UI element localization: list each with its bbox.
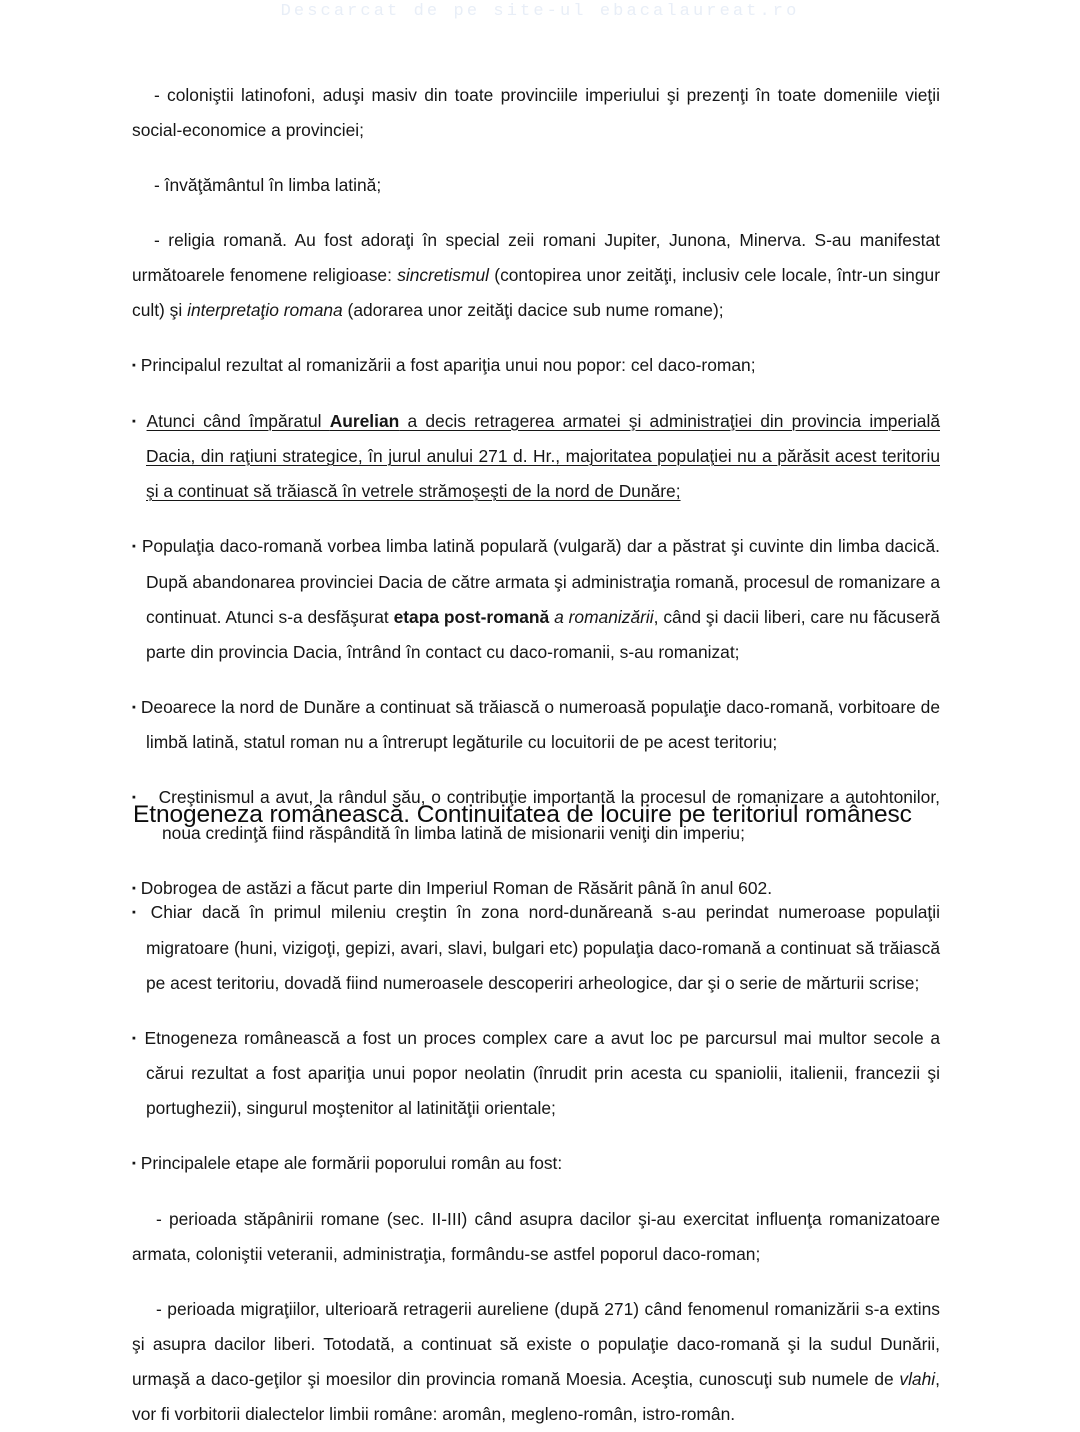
paragraph-religia-romana xyxy=(132,223,940,328)
square-bullet-icon: ▪ xyxy=(132,906,141,919)
paragraph-principalul-rezultat xyxy=(132,348,940,384)
paragraph-deoarece-nord-dunare xyxy=(132,690,940,761)
aurelian-prefix: Atunci când împăratul xyxy=(146,410,330,431)
religia-romana-suffix: (adorarea unor zeităţi dacice sub nume romane); xyxy=(342,300,724,320)
perioada-migratiilor-suffix: , vor fi vorbitorii dialectelor limbii române: aromân, megleno-român, istro-român. xyxy=(132,1368,940,1424)
paragraph-colonisti-latinofoni: - coloniştii latinofoni, aduşi masiv din toate provinciile imperiului şi prezenţi în toate domeniile vieţii social-economice a provinciei; xyxy=(132,85,940,140)
paragraph-perioada-migratiilor xyxy=(132,1292,940,1432)
term-sincretismul: sincretismul xyxy=(397,265,490,285)
aurelian-suffix: a decis retragerea armatei şi administraţiei din provincia imperială Dacia, din raţiuni strategice, în jurul anului 271 d. Hr., majoritatea populaţiei nu a părăsit acest teritoriu şi a continuat să trăiască în vetrele strămoşeşti de la nord de Dunăre; xyxy=(146,410,940,501)
paragraph-etnogeneza-proces-complex xyxy=(132,1021,940,1127)
principalul-rezultat-text: Principalul rezultat al romanizării a fost apariţia unui nou popor: cel daco-roman; xyxy=(140,355,756,375)
paragraph-aurelian-retragerea xyxy=(132,404,940,510)
religia-romana-middle: (contopirea unor zeităţi, inclusiv cele locale, într-un singur cult) şi xyxy=(132,265,940,320)
square-bullet-icon: ▪ xyxy=(132,1157,136,1170)
square-bullet-icon: ▪ xyxy=(132,359,136,372)
paragraph-perioada-stapanirii-romane: - perioada stăpânirii romane (sec. II-III) când asupra dacilor şi-au exercitat influenţa romanizatoare armata, coloniştii veteranii, administraţia, formându-se astfel poporul daco-roman; xyxy=(132,1208,940,1264)
religia-romana-prefix: - religia romană. Au fost adoraţi în special zeii romani Jupiter, Junona, Minerva. S-au manifestat următoarele fenomene religioase: xyxy=(132,230,940,285)
crestinismul-text: Creştinismul a avut, la rândul său, o contribuţie importantă la procesul de romanizare a autohtonilor, noua credinţă fiind răspândită în limba latină de misionarii veniţi din imperiu; xyxy=(158,787,940,843)
page-section-heading: Etnogeneza românească. Continuitatea de locuire pe teritoriul românesc xyxy=(133,801,912,828)
perioada-migratiilor-prefix: - perioada migraţiilor, ulterioară retragerii aureliene (după 271) când fenomenul romanizării s-a extins şi asupra dacilor liberi. Totodată, a continuat să existe o populaţie daco-romană şi la sudul Dunării, urmaşă a daco-geţilor şi moesilor din provincia romană Moesia. Aceştia, cunoscuţi sub numele de xyxy=(132,1298,940,1389)
paragraph-populatia-daco-romana xyxy=(132,529,940,670)
populatia-suffix: , când şi dacii liberi, care nu făcuseră parte din provincia Dacia, întrând în contact cu daco-romanii, s-au romanizat; xyxy=(146,606,940,662)
populatia-prefix: Populaţia daco-romană vorbea limba latină populară (vulgară) dar a păstrat şi cuvinte din limba dacică. După abandonarea provinciei Dacia de către armata şi administraţia romană, procesul de romanizare a continuat. Atunci s-a desfăşurat xyxy=(141,536,940,627)
deoarece-text: Deoarece la nord de Dunăre a continuat să trăiască o numeroasă populaţie daco-romană, vorbitoare de limbă latină, statul roman nu a întrerupt legăturile cu locuitorii de pe acest teritoriu; xyxy=(140,696,940,752)
term-interpretatio-romana: interpretaţio romana xyxy=(187,300,343,320)
site-watermark: Descarcat de pe site-ul ebacalaureat.ro xyxy=(280,2,800,21)
term-vlahi: vlahi xyxy=(899,1368,936,1389)
emperor-name-aurelian: Aurelian xyxy=(329,410,400,431)
square-bullet-icon: ▪ xyxy=(132,415,140,427)
primul-mileniu-text: Chiar dacă în primul mileniu creştin în zona nord-dunăreană s-au perindat numeroase populaţii migratoare (huni, vizigoţi, gepizi, avari, slavi, bulgari etc) populaţia daco-romană a continuat să trăiască pe acest teritoriu, dovadă fiind numeroasele descoperiri arheologice, dar şi o serie de mărturii scrise; xyxy=(146,902,940,993)
principalele-etape-text: Principalele etape ale formării poporului român au fost: xyxy=(140,1153,563,1173)
document-upper-section xyxy=(132,78,940,906)
aurelian-underlined-block xyxy=(146,411,940,502)
dobrogea-text: Dobrogea de astăzi a făcut parte din Imperiul Roman de Răsărit până în anul 602. xyxy=(140,877,773,898)
term-a-romanizarii: a romanizării xyxy=(549,606,654,627)
etnogeneza-proces-text: Etnogeneza românească a fost un proces complex care a avut loc pe parcursul mai multor secole a cărui rezultat a fost apariţia unui popor neolatin (înrudit prin acesta cu spaniolii, italienii, francezii şi portughezii), singurul moştenitor al latinităţii orientale; xyxy=(144,1027,940,1118)
term-etapa-post-romana: etapa post-romană xyxy=(393,606,550,627)
paragraph-principalele-etape xyxy=(132,1146,940,1182)
document-lower-section xyxy=(132,895,940,1432)
square-bullet-icon: ▪ xyxy=(132,791,137,804)
square-bullet-icon: ▪ xyxy=(132,1032,138,1044)
square-bullet-icon: ▪ xyxy=(132,701,136,713)
square-bullet-icon: ▪ xyxy=(132,540,137,553)
paragraph-primul-mileniu-crestin xyxy=(132,895,940,1001)
square-bullet-icon: ▪ xyxy=(132,882,136,894)
paragraph-invatamantul-limba-latina: - învăţământul în limba latină; xyxy=(154,175,382,195)
